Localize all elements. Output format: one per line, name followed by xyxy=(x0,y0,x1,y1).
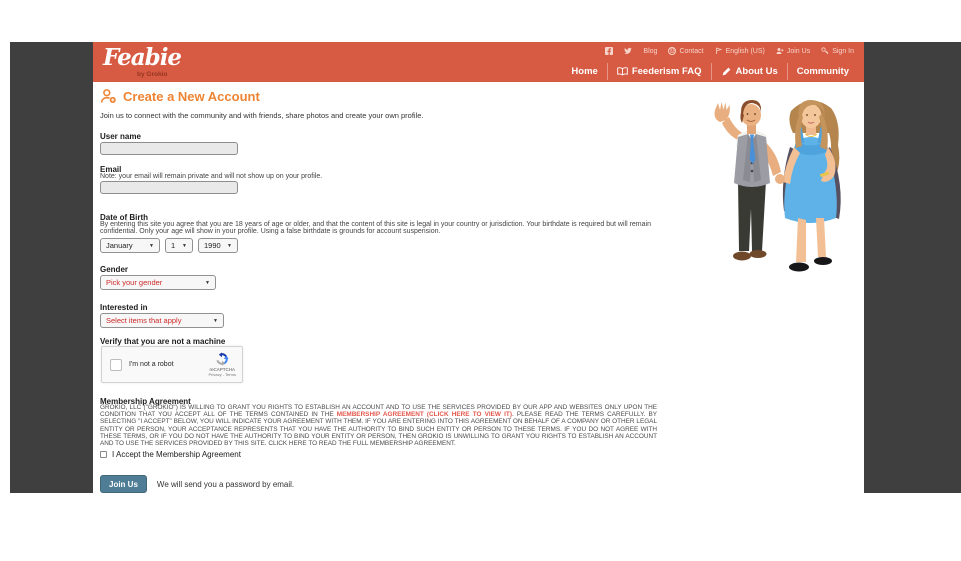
accept-agreement-checkbox[interactable] xyxy=(100,451,107,458)
submit-row xyxy=(100,475,294,493)
nav-community-label: Community xyxy=(796,66,849,77)
agreement-text-before: GROKIO, LLC ("GROKIO") IS WILLING TO GRANT YOU RIGHTS TO ESTABLISH AN ACCOUNT AND TO USE THE SERVICES PROVIDED BY OUR APP AND WEBSITES ONLY UPON THE CONDITION THAT YOU ACCEPT ALL OF THE TERMS CONTAINED IN THE xyxy=(100,404,657,419)
nav-community[interactable] xyxy=(787,63,858,80)
join-us-label: Join Us xyxy=(786,47,811,55)
year-value: 1990 xyxy=(204,241,221,250)
couple-illustration xyxy=(700,88,860,285)
captcha-section-label: Verify that you are not a machine xyxy=(100,337,226,346)
create-account-icon xyxy=(100,88,117,105)
contact-link[interactable] xyxy=(668,47,703,55)
feabie-logo[interactable]: Feabie xyxy=(103,44,182,71)
site-header xyxy=(93,42,864,82)
interested-in-label: Interested in xyxy=(100,303,148,312)
contact-icon: @ xyxy=(669,48,676,54)
nav-home-label: Home xyxy=(571,66,598,77)
page-subtitle: Join us to connect with the community and with friends, share photos and create your own profile. xyxy=(100,111,424,120)
year-select[interactable] xyxy=(198,238,238,253)
username-input[interactable] xyxy=(100,142,238,155)
nav-feederism-faq[interactable] xyxy=(607,63,711,80)
facebook-icon[interactable] xyxy=(605,47,613,55)
recaptcha-logo-icon xyxy=(215,352,229,366)
nav-home[interactable] xyxy=(562,63,606,80)
agreement-text-after: . PLEASE READ THE TERMS CAREFULLY. BY SELECTING "I ACCEPT" BELOW, YOU WILL INDICATE YOUR AGREEMENT WITH THEM. IF YOU ARE ENTERING INTO THIS AGREEMENT ON BEHALF OF A COMPANY OR OTHER LEGAL ENTITY OR PERSON, YOUR ACCEPTANCE REPRESENTS THAT YOU HAVE THE AUTHORITY TO BIND SUCH ENTITY OR PERSON TO THESE TERMS. IF YOU DO NOT AGREE WITH THESE TERMS, OR IF YOU DO NOT HAVE THE AUTHORITY TO BIND YOUR ENTITY OR PERSON, THEN GROKIO IS UNWILLING TO GRANT YOU RIGHTS TO ESTABLISH AN ACCOUNT AND TO USE THE SERVICES PROVIDED BY THIS SITE. CLICK HERE TO READ THE FULL MEMBERSHIP AGREEMENT. xyxy=(100,411,657,448)
add-user-icon xyxy=(776,47,784,55)
dob-label: Date of Birth xyxy=(100,213,148,222)
username-label: User name xyxy=(100,132,141,141)
gender-value: Pick your gender xyxy=(106,278,163,287)
membership-agreement-link[interactable]: MEMBERSHIP AGREEMENT (CLICK HERE TO VIEW IT) xyxy=(336,411,512,419)
key-icon xyxy=(821,47,829,55)
language-label: English (US) xyxy=(725,47,765,55)
sign-in-label: Sign In xyxy=(832,47,854,55)
language-icon xyxy=(715,47,723,55)
recaptcha-privacy-terms[interactable]: Privacy - Terms xyxy=(208,372,236,377)
gender-label: Gender xyxy=(100,265,129,274)
recaptcha-brand xyxy=(209,352,236,377)
page-title-row xyxy=(100,88,260,105)
language-link[interactable] xyxy=(715,47,765,55)
dob-selects xyxy=(100,238,238,253)
password-email-note: We will send you a password by email. xyxy=(156,479,295,489)
month-value: January xyxy=(106,241,133,250)
nav-faq-label: Feederism FAQ xyxy=(631,66,702,77)
utility-nav xyxy=(605,47,854,55)
twitter-icon[interactable] xyxy=(624,47,632,55)
gender-select[interactable] xyxy=(100,275,216,290)
accept-agreement-label: I Accept the Membership Agreement xyxy=(112,450,241,459)
blog-link[interactable] xyxy=(643,48,657,55)
sign-in-link[interactable] xyxy=(821,47,854,55)
main-nav xyxy=(562,63,858,80)
blog-label: Blog xyxy=(643,47,658,55)
accept-agreement-row xyxy=(100,450,241,459)
nav-about-label: About Us xyxy=(735,66,778,77)
dob-note: By entering this site you agree that you are 18 years of age or older, and that the content of this site is legal in your country or jurisdiction. Your birthdate is required but will remain confidential. Only your age will show in your profile. Using a false birthdate is grounds for account suspension. xyxy=(100,221,651,235)
recaptcha-label: I'm not a robot xyxy=(129,361,174,368)
nav-about-us[interactable] xyxy=(711,63,787,80)
recaptcha-widget xyxy=(101,346,243,383)
email-label: Email xyxy=(100,165,122,174)
agreement-text xyxy=(100,404,657,447)
join-us-link[interactable] xyxy=(776,47,810,55)
recaptcha-checkbox[interactable] xyxy=(110,359,122,371)
interested-in-select[interactable] xyxy=(100,313,224,328)
site-container xyxy=(93,42,864,493)
logo-byline: by Grokio xyxy=(137,71,168,78)
recaptcha-brand-name: reCAPTCHA xyxy=(209,367,236,372)
contact-label: Contact xyxy=(679,47,704,55)
pencil-icon xyxy=(721,67,732,76)
day-value: 1 xyxy=(171,241,176,250)
month-select[interactable] xyxy=(100,238,160,253)
join-us-button[interactable]: Join Us xyxy=(100,475,147,493)
email-input[interactable] xyxy=(100,181,238,194)
email-note: Note: your email will remain private and will not show up on your profile. xyxy=(100,173,323,180)
book-icon xyxy=(617,67,628,76)
page-title: Create a New Account xyxy=(123,89,260,104)
interested-in-value: Select items that apply xyxy=(106,316,182,325)
agreement-label: Membership Agreement xyxy=(100,397,191,406)
day-select[interactable] xyxy=(165,238,193,253)
